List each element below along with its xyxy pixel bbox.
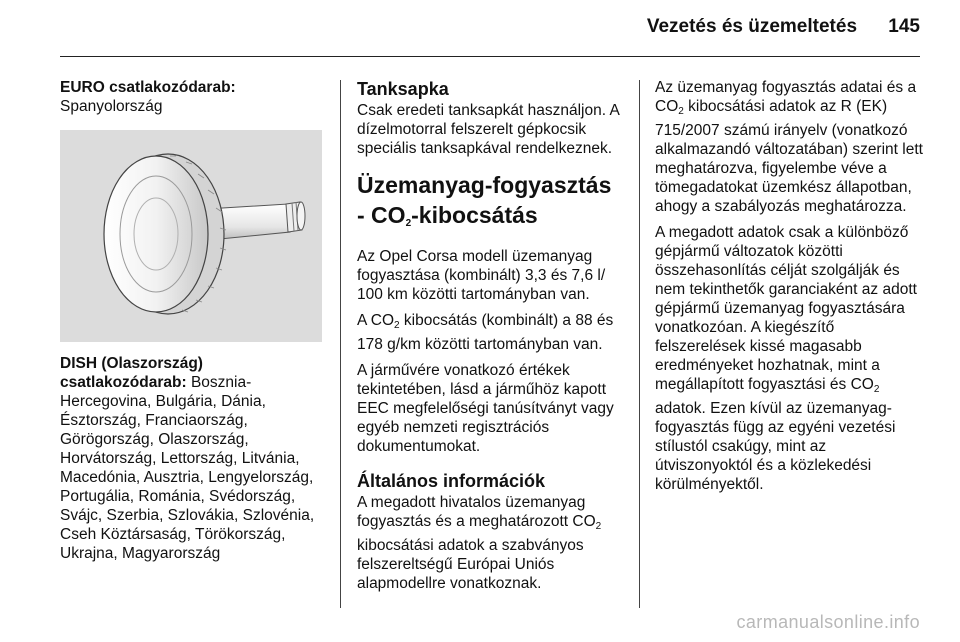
comparison-part-1: A megadott adatok csak a különböző gépjármű változatok közötti összehasonlítás célját szolgálják és nem tekinthetők garanciaként az adott gépjármű üzemanyag fogyasztására vonatkozóan. A kiegészítő felszerelések kissé magasabb eredményeket hozhatnak, mint a megállapított fogyasztási és CO xyxy=(655,224,917,393)
dish-adapter-text xyxy=(60,373,326,563)
dish-adapter-countries: Bosznia-Hercegovina, Bulgária, Dánia, Észtország, Franciaország, Görögország, Olaszország, Horvátország, Lettország, Litvánia, Macedónia, Ausztria, Lengyelország, Portugália, Románia, Svédország, Svájc, Szerbia, Szlovákia, Szlovénia, Cseh Köztársaság, Törökország, Ukrajna, Magyarország xyxy=(60,374,315,562)
emission-part-2: kibocsátás (kombinált) a 88 és 178 g/km közötti tartományban van. xyxy=(357,312,614,353)
dish-adapter-heading: DISH (Olaszország) xyxy=(60,355,203,372)
emission-paragraph xyxy=(357,311,625,354)
general-subscript: 2 xyxy=(595,521,602,532)
column-1 xyxy=(60,78,326,563)
emission-part-1: A CO xyxy=(357,312,395,329)
page-header xyxy=(60,16,920,38)
column-3 xyxy=(655,78,923,501)
emission-subscript: 2 xyxy=(394,320,400,331)
fuel-consumption-heading xyxy=(357,170,625,239)
comparison-paragraph xyxy=(655,223,923,494)
general-info-paragraph xyxy=(357,493,625,593)
general-part-2: kibocsátási adatok a szabványos felszereltségű Európai Uniós alapmodellre vonatkoznak. xyxy=(357,537,584,592)
tank-cap-text: Csak eredeti tanksapkát használjon. A dízelmotorral felszerelt gépkocsik speciális tanksapkával rendelkeznek. xyxy=(357,102,619,157)
regulation-paragraph xyxy=(655,78,923,216)
regulation-subscript: 2 xyxy=(678,106,684,117)
fuel-adapter-illustration xyxy=(60,130,322,342)
fuel-heading-part-1: Üzemanyag-fogyasztás - CO xyxy=(357,172,612,228)
consumption-paragraph: Az Opel Corsa modell üzemanyag fogyasztása (kombinált) 3,3 és 7,6 l/ 100 km közötti tartományban van. xyxy=(357,248,606,303)
page-title: Vezetés és üzemeltetés xyxy=(646,16,858,37)
header-rule xyxy=(60,56,920,57)
tank-cap-heading: Tanksapka xyxy=(357,79,449,99)
fuel-heading-part-2: -kibocsátás xyxy=(411,202,538,228)
dish-adapter-label: csatlakozódarab: xyxy=(60,374,187,391)
euro-adapter-countries: Spanyolország xyxy=(60,98,163,115)
column-divider-2 xyxy=(639,80,640,608)
euro-adapter-label: EURO csatlakozódarab: xyxy=(60,79,236,96)
general-part-1: A megadott hivatalos üzemanyag fogyasztás és a meghatározott CO xyxy=(357,494,596,530)
column-2 xyxy=(357,78,625,600)
comparison-subscript: 2 xyxy=(873,384,880,395)
regulation-part-2: kibocsátási adatok az R (EK) 715/2007 számú irányelv (vonatkozó alkalmazandó változatában) szerint lett meghatározva, figyelembe véve a tömegadatokat üzemkész állapotban, ahogy a szabályozás meghatározza. xyxy=(655,98,923,215)
comparison-part-2: adatok. Ezen kívül az üzemanyag-fogyasztás függ az egyéni vezetési stílustól csakúgy, mint az útviszonyoktól és a közlekedési körülményektől. xyxy=(655,400,896,493)
fuel-heading-subscript: 2 xyxy=(405,218,412,229)
watermark-text: carmanualsonline.info xyxy=(736,612,920,632)
certificate-paragraph: A járművére vonatkozó értékek tekintetében, lásd a járműhöz kapott EEC megfelelőségi tanúsítványt vagy egyéb nemzeti regisztrációs dokumentumokat. xyxy=(357,362,614,455)
regulation-part-1: Az üzemanyag fogyasztás adatai és a CO xyxy=(655,79,917,115)
adapter-drawing xyxy=(60,130,322,342)
column-divider-1 xyxy=(340,80,341,608)
page-number: 145 xyxy=(888,16,920,37)
general-info-heading: Általános információk xyxy=(357,471,546,491)
